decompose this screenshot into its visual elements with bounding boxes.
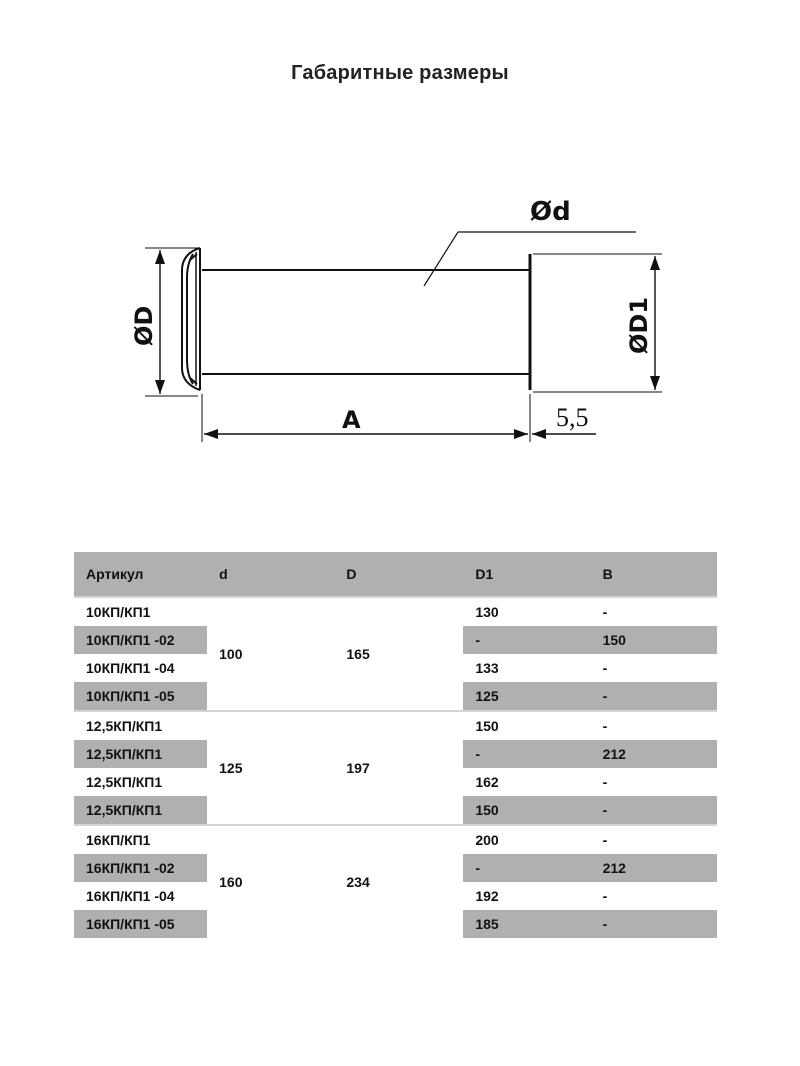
cell-article: 12,5КП/КП1 bbox=[74, 711, 207, 740]
header-D: D bbox=[334, 552, 463, 597]
header-d: d bbox=[207, 552, 334, 597]
cell-B: - bbox=[591, 796, 717, 825]
cell-B: - bbox=[591, 825, 717, 854]
cell-d: 125 bbox=[207, 711, 334, 825]
cell-D1: 125 bbox=[463, 682, 590, 711]
header-article: Артикул bbox=[74, 552, 207, 597]
cell-D1: 185 bbox=[463, 910, 590, 938]
cell-article: 16КП/КП1 bbox=[74, 825, 207, 854]
cell-article: 10КП/КП1 -02 bbox=[74, 626, 207, 654]
cell-B: - bbox=[591, 682, 717, 711]
cell-article: 12,5КП/КП1 bbox=[86, 774, 163, 790]
cell-D1: 133 bbox=[475, 660, 499, 676]
cell-article: 12,5КП/КП1 bbox=[74, 796, 207, 825]
cell-B: - bbox=[591, 597, 717, 626]
cell-D1: 162 bbox=[475, 774, 499, 790]
cell-D: 197 bbox=[334, 711, 463, 825]
label-A: A bbox=[342, 406, 361, 434]
label-D: ØD bbox=[130, 305, 158, 346]
cell-B: 212 bbox=[591, 740, 717, 768]
cell-D1: 150 bbox=[463, 796, 590, 825]
cell-article: 10КП/КП1 -04 bbox=[86, 660, 175, 676]
cell-article: 12,5КП/КП1 bbox=[74, 740, 207, 768]
cell-D1: 150 bbox=[463, 711, 590, 740]
cell-D1: - bbox=[463, 740, 590, 768]
cell-B: - bbox=[591, 711, 717, 740]
flange-inner bbox=[187, 254, 193, 384]
cell-B: 150 bbox=[591, 626, 717, 654]
cell-D: 234 bbox=[334, 825, 463, 938]
table-header-row bbox=[74, 552, 717, 597]
cell-article: 10КП/КП1 bbox=[74, 597, 207, 626]
cell-article: 16КП/КП1 -05 bbox=[74, 910, 207, 938]
cell-article: 10КП/КП1 -05 bbox=[74, 682, 207, 711]
cell-D: 165 bbox=[334, 597, 463, 711]
cell-article: 16КП/КП1 -04 bbox=[86, 888, 175, 904]
cell-D1: - bbox=[463, 626, 590, 654]
cell-B: - bbox=[591, 910, 717, 938]
cell-B: - bbox=[602, 774, 608, 790]
header-D1: D1 bbox=[463, 552, 590, 597]
dimensions-table bbox=[74, 552, 717, 938]
cell-D1: 130 bbox=[463, 597, 590, 626]
label-d: Ød bbox=[530, 197, 571, 227]
cell-article: 16КП/КП1 -02 bbox=[74, 854, 207, 882]
table-row bbox=[74, 597, 717, 626]
cell-D1: 200 bbox=[463, 825, 590, 854]
cell-B: - bbox=[602, 660, 608, 676]
cell-D1: 192 bbox=[475, 888, 499, 904]
header-B: B bbox=[591, 552, 717, 597]
cell-B: - bbox=[602, 888, 608, 904]
dimension-drawing bbox=[0, 190, 800, 450]
page-title: Габаритные размеры bbox=[291, 62, 509, 84]
flange-outline bbox=[182, 248, 200, 390]
cell-B: 212 bbox=[591, 854, 717, 882]
table-row bbox=[74, 825, 717, 854]
cell-D1: - bbox=[463, 854, 590, 882]
label-D1: ØD1 bbox=[625, 296, 653, 354]
label-gap: 5,5 bbox=[556, 403, 589, 432]
cell-d: 100 bbox=[207, 597, 334, 711]
cell-d: 160 bbox=[207, 825, 334, 938]
table-row bbox=[74, 711, 717, 740]
